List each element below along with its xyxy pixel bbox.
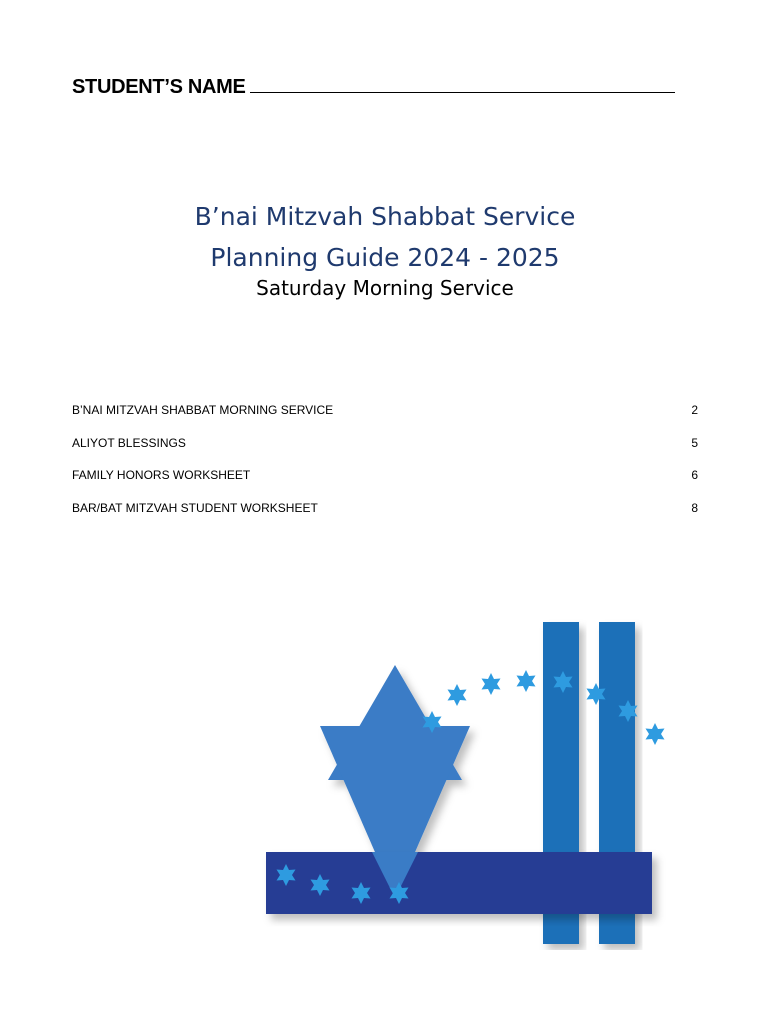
toc-item (72, 467, 698, 500)
small-star-icon (646, 723, 665, 745)
toc-item-page: 5 (691, 435, 698, 450)
small-star-icon (517, 670, 536, 692)
toc-item-page: 8 (691, 500, 698, 515)
toc-item (72, 402, 698, 435)
small-star-icon (482, 673, 501, 695)
toc-item-page: 2 (691, 403, 698, 417)
student-name-label: STUDENT’S NAME (72, 76, 246, 98)
document-title (0, 196, 770, 278)
title-line-2: Planning Guide 2024 - 2025 (210, 243, 560, 272)
toc-item-page: 6 (691, 468, 698, 482)
table-of-contents (72, 402, 698, 532)
student-name-field (72, 76, 675, 99)
star-of-david-torah-icon (260, 610, 680, 950)
toc-item-label: B’NAI MITZVAH SHABBAT MORNING SERVICE (72, 403, 334, 417)
toc-item-label: ALIYOT BLESSINGS (72, 435, 186, 450)
toc-item-label: FAMILY HONORS WORKSHEET (72, 468, 251, 482)
toc-item (72, 500, 698, 533)
student-name-blank-line (250, 91, 675, 93)
toc-item-label: BAR/BAT MITZVAH STUDENT WORKSHEET (72, 500, 318, 515)
title-line-1: B’nai Mitzvah Shabbat Service (194, 202, 576, 231)
small-star-icon (448, 684, 467, 706)
toc-item (72, 435, 698, 468)
document-subtitle: Saturday Morning Service (256, 276, 514, 300)
